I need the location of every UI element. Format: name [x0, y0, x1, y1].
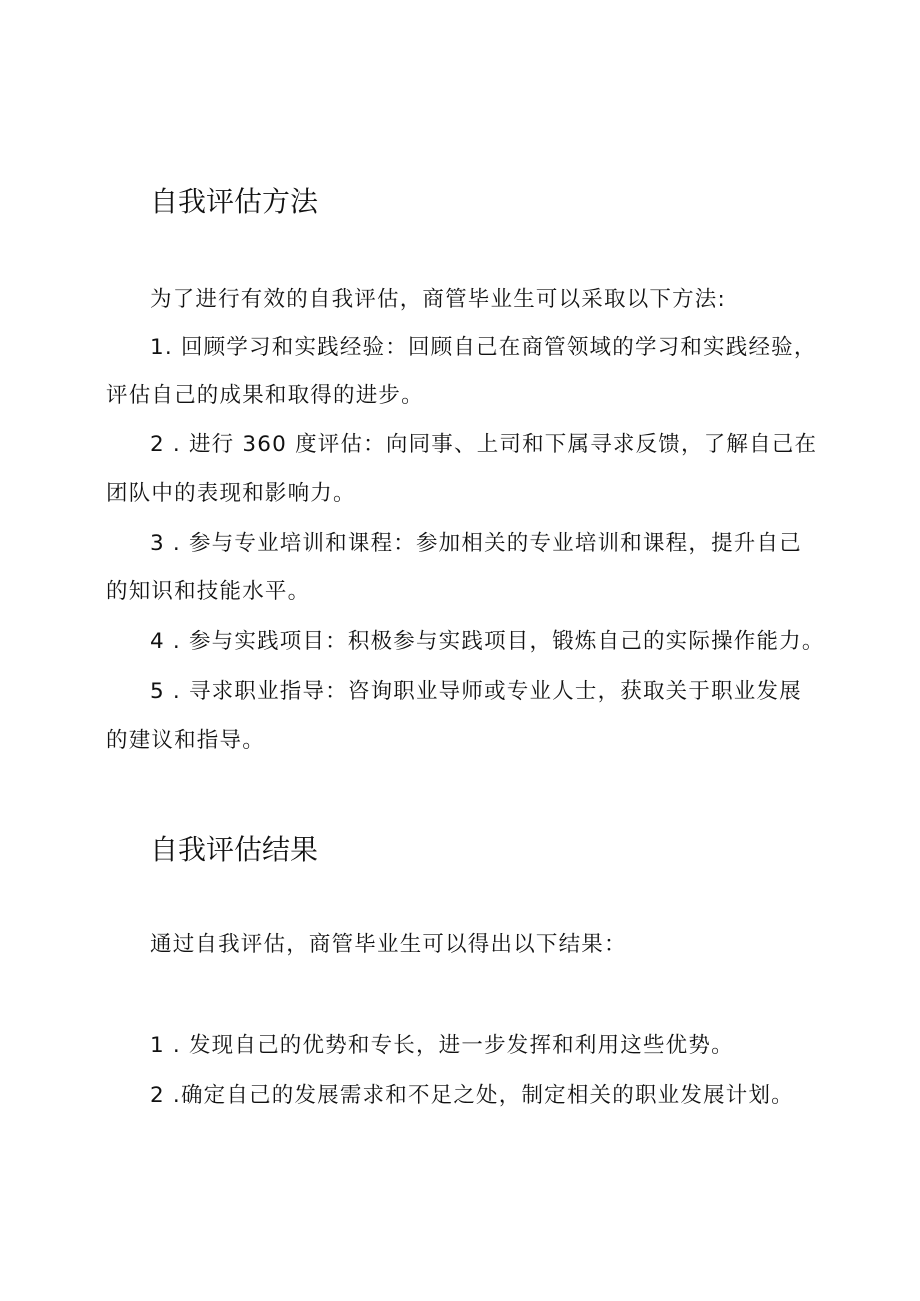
results-intro: 通过自我评估，商管毕业生可以得出以下结果：: [150, 932, 627, 957]
methods-intro: 为了进行有效的自我评估，商管毕业生可以采取以下方法:: [150, 287, 726, 312]
method-item-1-line2: 评估自己的成果和取得的进步。: [106, 383, 424, 408]
method-item-4-line1: 4 . 参与实践项目：积极参与实践项目，锻炼自己的实际操作能力。: [150, 629, 825, 654]
method-item-3-line1: 3 . 参与专业培训和课程：参加相关的专业培训和课程，提升自己: [150, 531, 802, 556]
method-item-2-line2: 团队中的表现和影响力。: [106, 481, 356, 506]
method-item-1-line1: 1. 回顾学习和实践经验：回顾自己在商管领域的学习和实践经验，: [150, 335, 817, 360]
method-item-5-line2: 的建议和指导。: [106, 728, 265, 753]
result-item-2: 2 .确定自己的发展需求和不足之处，制定相关的职业发展计划。: [150, 1083, 794, 1108]
method-item-3-line2: 的知识和技能水平。: [106, 579, 311, 604]
method-item-5-line1: 5 . 寻求职业指导：咨询职业导师或专业人士，获取关于职业发展: [150, 679, 802, 704]
result-item-1: 1 . 发现自己的优势和专长，进一步发挥和利用这些优势。: [150, 1033, 734, 1058]
section-heading-methods: 自我评估方法: [150, 185, 319, 218]
section-heading-results: 自我评估结果: [150, 833, 319, 866]
method-item-2-line1: 2 . 进行 360 度评估：向同事、上司和下属寻求反馈，了解自己在: [150, 432, 818, 457]
